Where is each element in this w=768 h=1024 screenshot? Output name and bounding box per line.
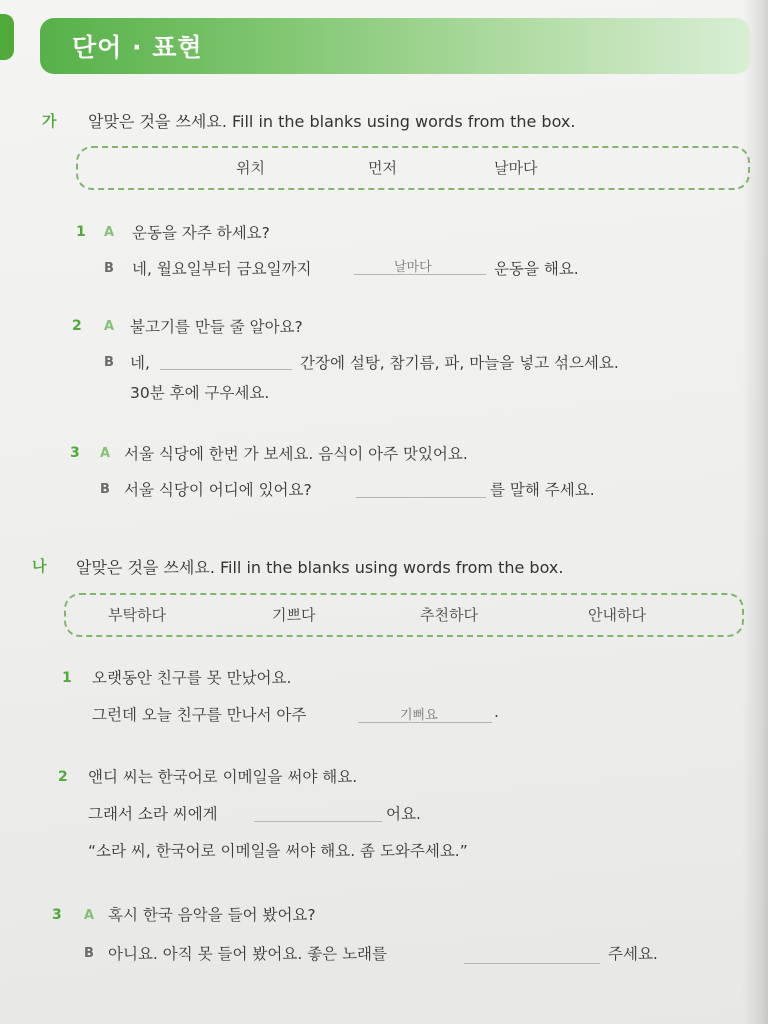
speaker-a-text: 불고기를 만들 줄 알아요?: [130, 318, 303, 336]
word-box-item: 기쁘다: [272, 606, 316, 624]
question-text-line2: 그런데 오늘 친구를 만나서 아주: [92, 706, 307, 724]
question-number: 2: [58, 769, 68, 785]
word-box-item: 날마다: [494, 159, 538, 177]
speaker-b-label: B: [104, 355, 114, 370]
speaker-b-text: 네, 월요일부터 금요일까지: [132, 260, 312, 278]
section-marker-na: 나: [32, 557, 47, 575]
question-number: 3: [52, 907, 62, 923]
speaker-a-text: 서울 식당에 한번 가 보세요. 음식이 아주 맛있어요.: [124, 445, 468, 463]
question-text-line2: 그래서 소라 씨에게: [88, 805, 218, 823]
answer-blank[interactable]: [254, 821, 382, 822]
question-text-after: 어요.: [386, 805, 421, 823]
question-number: 1: [76, 224, 86, 240]
speaker-b-text: 네,: [130, 354, 150, 372]
word-box-item: 위치: [236, 159, 265, 177]
speaker-a-label: A: [84, 908, 95, 923]
speaker-b-text: 서울 식당이 어디에 있어요?: [124, 481, 312, 499]
speaker-a-label: A: [104, 225, 115, 240]
chapter-tab: [0, 14, 14, 60]
word-box-ga: [76, 146, 750, 190]
speaker-b-text-after: 운동을 해요.: [494, 260, 579, 278]
section-ga-instruction: 알맞은 것을 쓰세요. Fill in the blanks using words from the box.: [88, 112, 576, 131]
speaker-b-text-after: 를 말해 주세요.: [490, 481, 595, 499]
question-number: 1: [62, 670, 72, 686]
question-number: 2: [72, 318, 82, 334]
speaker-a-text: 혹시 한국 음악을 들어 봤어요?: [108, 906, 316, 924]
answer-blank[interactable]: [160, 369, 292, 370]
word-box-item: 추천하다: [420, 606, 478, 624]
word-box-item: 부탁하다: [108, 606, 166, 624]
speaker-a-text: 운동을 자주 하세요?: [132, 224, 270, 242]
speaker-a-label: A: [104, 319, 115, 334]
speaker-a-label: A: [100, 446, 111, 461]
speaker-b-text-after: 간장에 설탕, 참기름, 파, 마늘을 넣고 섞으세요.: [300, 354, 619, 372]
handwritten-answer: 기뻐요: [400, 708, 438, 723]
speaker-b-text-after: 주세요.: [608, 945, 658, 963]
section-na-instruction: 알맞은 것을 쓰세요. Fill in the blanks using words from the box.: [76, 558, 564, 577]
question-text: 앤디 씨는 한국어로 이메일을 써야 해요.: [88, 768, 358, 786]
answer-blank[interactable]: [356, 497, 486, 498]
speaker-b-text: 아니요. 아직 못 들어 봤어요. 좋은 노래를: [108, 945, 387, 963]
speaker-b-label: B: [100, 482, 110, 497]
question-text: 오랫동안 친구를 못 만났어요.: [92, 669, 292, 687]
speaker-b-label: B: [104, 261, 114, 276]
question-number: 3: [70, 445, 80, 461]
page-title: 단어 · 표현: [72, 33, 203, 62]
speaker-b-text-line2: 30분 후에 구우세요.: [130, 384, 270, 402]
section-marker-ga: 가: [42, 112, 57, 130]
answer-blank[interactable]: [464, 963, 600, 964]
word-box-item: 먼저: [368, 159, 397, 177]
handwritten-answer: 날마다: [394, 260, 432, 275]
speaker-b-label: B: [84, 946, 94, 961]
question-text-line3: “소라 씨, 한국어로 이메일을 써야 해요. 좀 도와주세요.”: [88, 842, 468, 860]
question-text-after: .: [494, 703, 499, 721]
word-box-item: 안내하다: [588, 606, 646, 624]
